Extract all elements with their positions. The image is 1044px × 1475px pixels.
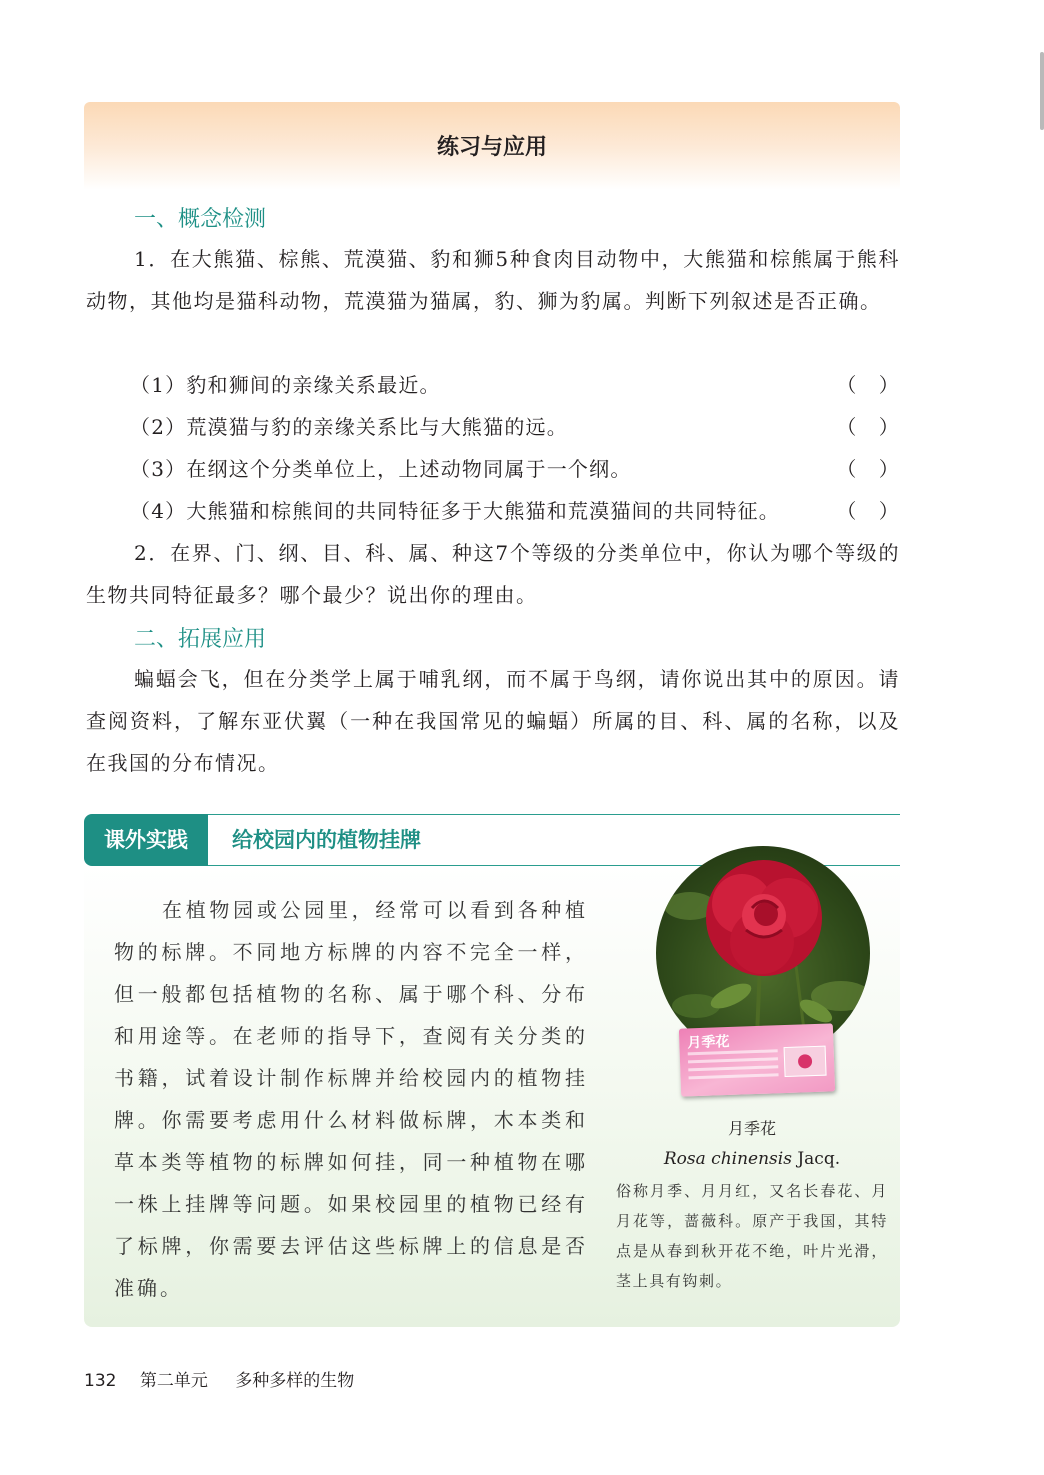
practice-title: 给校园内的植物挂牌: [232, 828, 421, 852]
unit-title: 多种多样的生物: [235, 1371, 355, 1391]
extension-question: 蝙蝠会飞，但在分类学上属于哺乳纲，而不属于鸟纲，请你说出其中的原因。请查阅资料，了解东亚伏翼（一种在我国常见的蝙蝠）所属的目、科、属的名称，以及在我国的分布情况。: [86, 667, 900, 775]
sign-text-lines: [688, 1049, 779, 1084]
sign-flower-thumbnail: [784, 1046, 827, 1077]
exercise-title: 练习与应用: [436, 135, 547, 160]
plant-sign: [679, 1023, 835, 1096]
exercise-header-band: [84, 102, 900, 190]
answer-bracket: （ ）: [836, 499, 900, 523]
answer-bracket: （ ）: [836, 373, 900, 397]
figure-caption-name: 月季花: [727, 1119, 776, 1138]
answer-bracket: （ ）: [836, 415, 900, 439]
latin-binomial: Rosa chinensis: [663, 1149, 792, 1169]
section-heading-concept-check: 一、概念检测: [134, 207, 267, 232]
figure-caption-description: 俗称月季、月月红，又名长春花、月月花等，蔷薇科。原产于我国，其特点是从春到秋开花不绝，叶片光滑，茎上具有钩刺。: [616, 1182, 888, 1290]
judgement-item-text: （4）大熊猫和棕熊间的共同特征多于大熊猫和荒漠猫间的共同特征。: [130, 499, 780, 523]
judgement-item-3: [130, 448, 900, 490]
answer-bracket: （ ）: [836, 457, 900, 481]
judgement-item-1: [130, 364, 900, 406]
page-number: 132: [84, 1371, 117, 1391]
judgement-item-4: [130, 490, 900, 532]
page-footer: [84, 1366, 354, 1391]
question-2: 2．在界、门、纲、目、科、属、种这7个等级的分类单位中，你认为哪个等级的生物共同特征最多？哪个最少？说出你的理由。: [86, 541, 900, 607]
sign-label: 月季花: [687, 1033, 730, 1052]
judgement-item-text: （2）荒漠猫与豹的亲缘关系比与大熊猫的远。: [130, 415, 568, 439]
page-edge-mark: [1040, 52, 1044, 130]
figure-caption-latin: [620, 1145, 884, 1173]
unit-label: 第二单元: [139, 1371, 208, 1391]
judgement-item-2: [130, 406, 900, 448]
judgement-item-text: （1）豹和狮间的亲缘关系最近。: [130, 373, 441, 397]
question-1-intro: 1．在大熊猫、棕熊、荒漠猫、豹和狮5种食肉目动物中，大熊猫和棕熊属于熊科动物，其他均是猫科动物，荒漠猫为猫属，豹、狮为豹属。判断下列叙述是否正确。: [86, 247, 900, 313]
latin-author: Jacq.: [797, 1149, 841, 1169]
practice-badge: 课外实践: [84, 814, 208, 866]
judgement-item-text: （3）在纲这个分类单位上，上述动物同属于一个纲。: [130, 457, 632, 481]
practice-text: 在植物园或公园里，经常可以看到各种植物的标牌。不同地方标牌的内容不完全一样，但一般都包括植物的名称、属于哪个科、分布和用途等。在老师的指导下，查阅有关分类的书籍，试着设计制作标牌并给校园内的植物挂牌。你需要考虑用什么材料做标牌，木本类和草本类等植物的标牌如何挂，同一种植物在哪一株上挂牌等问题。如果校园里的植物已经有了标牌，你需要去评估这些标牌上的信息是否准确。: [114, 898, 588, 1300]
section-heading-extension: 二、拓展应用: [134, 627, 267, 652]
